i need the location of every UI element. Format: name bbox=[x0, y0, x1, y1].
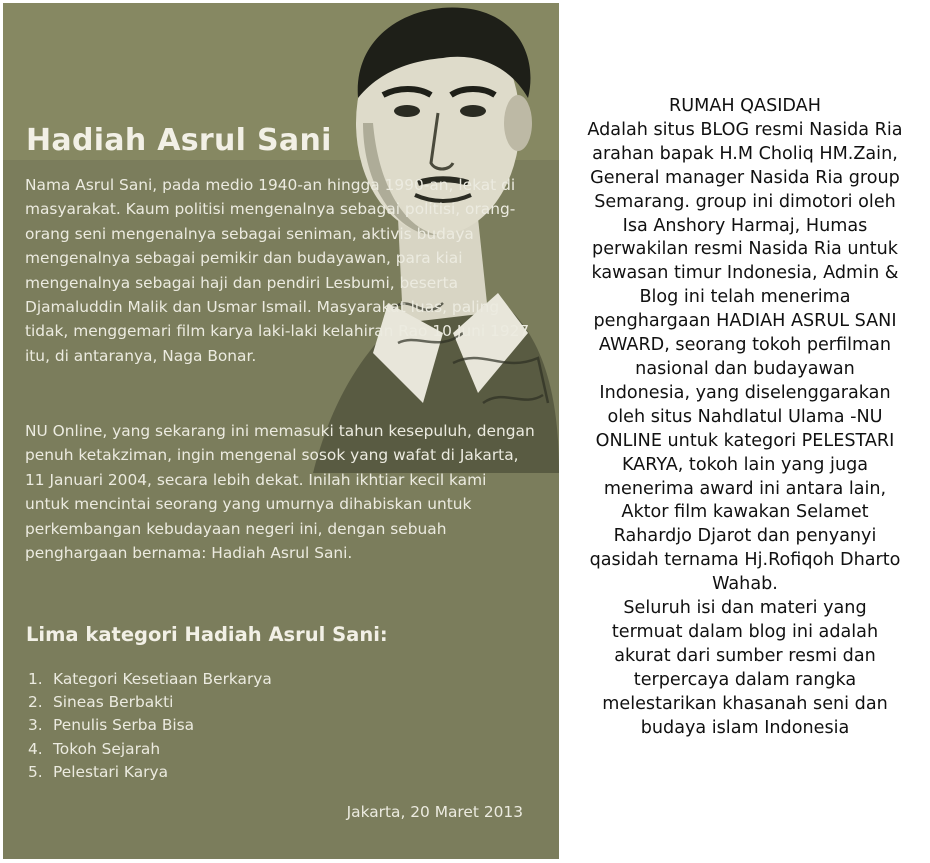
description-line: ONLINE untuk kategori PELESTARI bbox=[595, 430, 895, 451]
description-line: Aktor film kawakan Selamet bbox=[621, 502, 869, 523]
description-line: Seluruh isi dan materi yang bbox=[623, 598, 867, 619]
description-line: akurat dari sumber resmi dan bbox=[614, 645, 876, 666]
poster-title: Hadiah Asrul Sani bbox=[26, 123, 332, 158]
category-item bbox=[28, 691, 272, 714]
category-number: 2. bbox=[28, 693, 43, 712]
description-line: nasional dan budayawan bbox=[635, 358, 855, 379]
category-label: Kategori Kesetiaan Berkarya bbox=[53, 670, 272, 688]
description-line: penghargaan HADIAH ASRUL SANI bbox=[593, 311, 897, 332]
category-label: Penulis Serba Bisa bbox=[53, 716, 195, 735]
poster-date: Jakarta, 20 Maret 2013 bbox=[346, 803, 523, 821]
description-line: terpercaya dalam rangka bbox=[633, 669, 857, 690]
description-line: qasidah ternama Hj.Rofiqoh Dharto bbox=[589, 550, 901, 571]
description-line: AWARD, seorang tokoh perfilman bbox=[598, 335, 892, 356]
category-label: Tokoh Sejarah bbox=[53, 739, 161, 758]
description-line: Wahab. bbox=[712, 574, 778, 595]
categories-list bbox=[28, 668, 272, 784]
description-line: Isa Anshory Harmaj, Humas bbox=[622, 215, 868, 236]
description-line: melestarikan khasanah seni dan bbox=[602, 693, 888, 714]
description-line: Adalah situs BLOG resmi Nasida Ria bbox=[587, 119, 903, 140]
category-label: Pelestari Karya bbox=[53, 762, 169, 781]
blog-description-text bbox=[560, 95, 930, 740]
description-line: Blog ini telah menerima bbox=[639, 287, 851, 308]
category-number: 5. bbox=[28, 762, 43, 781]
blog-heading: RUMAH QASIDAH bbox=[669, 96, 821, 116]
poster-paragraph-intro: Nama Asrul Sani, pada medio 1940-an hingga 1990-an, lekat di masyarakat. Kaum politisi mengenalnya sebagai politisi, orang-orang seni mengenalnya sebagai seniman, aktivis budaya mengenalnya sebagai pemikir dan budayawan, para kiai mengenalnya sebagai haji dan pendiri Lesbumi, beserta Djamaluddin Malik dan Usmar Ismail. Masyarakat luas, paling tidak, menggemari film karya laki-laki kelahiran Rao 10 Juni 1927 itu, di antaranya, Naga Bonar. bbox=[25, 176, 530, 365]
category-number: 3. bbox=[28, 716, 43, 735]
description-line: Semarang. group ini dimotori oleh bbox=[594, 191, 896, 212]
description-line: General manager Nasida Ria group bbox=[590, 167, 900, 188]
description-line: Indonesia, yang diselenggarakan bbox=[599, 382, 891, 403]
description-line: termuat dalam blog ini adalah bbox=[611, 621, 879, 642]
category-number: 1. bbox=[28, 670, 43, 688]
categories-heading: Lima kategori Hadiah Asrul Sani: bbox=[26, 623, 388, 646]
description-line: Rahardjo Djarot dan penyanyi bbox=[613, 526, 877, 547]
description-line: kawasan timur Indonesia, Admin & bbox=[591, 263, 899, 284]
award-poster bbox=[3, 3, 559, 859]
category-item bbox=[28, 738, 272, 761]
description-line: KARYA, tokoh lain yang juga bbox=[621, 454, 869, 475]
description-line: oleh situs Nahdlatul Ulama -NU bbox=[607, 406, 883, 427]
category-item bbox=[28, 668, 272, 691]
category-number: 4. bbox=[28, 739, 43, 758]
description-line: menerima award ini antara lain, bbox=[603, 478, 887, 499]
category-item bbox=[28, 761, 272, 784]
category-item bbox=[28, 714, 272, 737]
category-label: Sineas Berbakti bbox=[53, 693, 174, 712]
poster-paragraph-nu-online: NU Online, yang sekarang ini memasuki tahun kesepuluh, dengan penuh ketakziman, ingin mengenal sosok yang wafat di Jakarta, 11 Januari 2004, secara lebih dekat. Inilah ikhtiar kecil kami untuk mencintai seorang yang umurnya dihabiskan untuk perkembangan kebudayaan negeri ini, dengan sebuah penghargaan bernama: Hadiah Asrul Sani. bbox=[25, 422, 535, 563]
description-line: arahan bapak H.M Choliq HM.Zain, bbox=[592, 143, 898, 164]
description-line: budaya islam Indonesia bbox=[640, 717, 850, 738]
description-line: perwakilan resmi Nasida Ria untuk bbox=[592, 239, 898, 260]
blog-description-panel bbox=[560, 0, 930, 863]
